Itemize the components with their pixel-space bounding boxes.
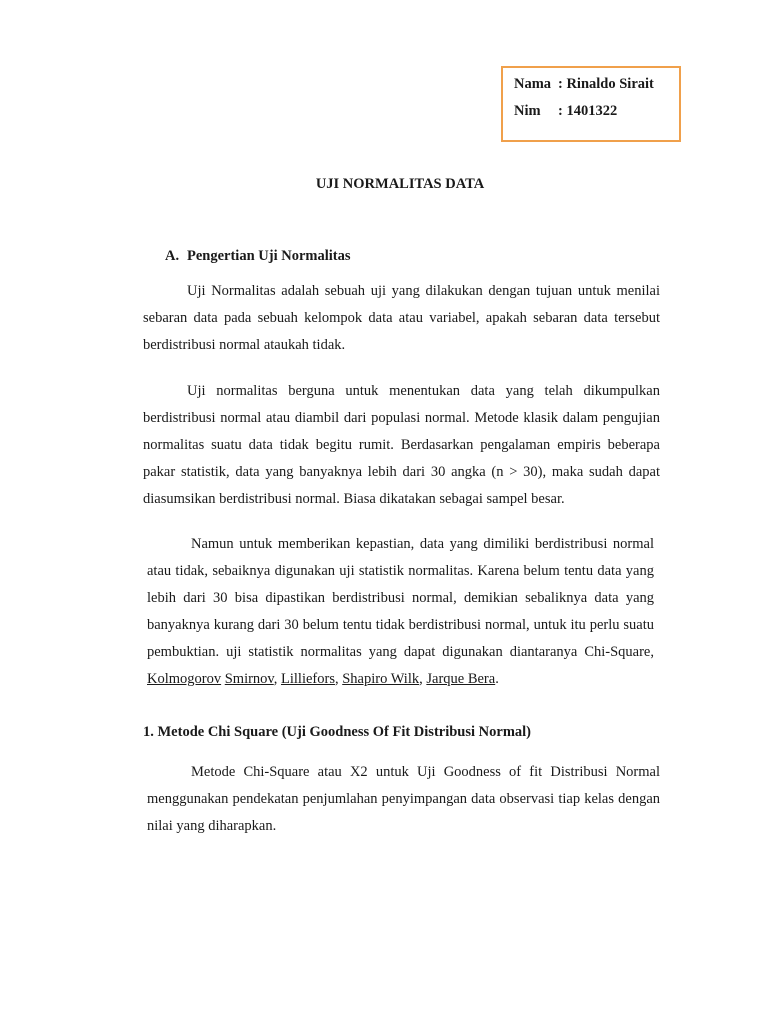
nim-label: Nim: [514, 103, 541, 119]
paragraph-chi-square: Metode Chi-Square atau X2 untuk Uji Goodness of fit Distribusi Normal menggunakan pendekatan penjumlahan penyimpangan data observasi tiap kelas dengan nilai yang diharapkan.: [147, 764, 660, 834]
paragraph-purpose: Uji normalitas berguna untuk menentukan data yang telah dikumpulkan berdistribusi normal atau diambil dari populasi normal. Metode klasik dalam pengujian normalitas suatu data tidak begitu rumit. Berdasarkan pengalaman empiris beberapa pakar statistik, data yang banyaknya lebih dari 30 angka (n > 30), maka sudah dapat diasumsikan berdistribusi normal. Biasa dikatakan sebagai sampel besar.: [143, 383, 660, 507]
link-jarque-bera[interactable]: Jarque Bera: [426, 671, 496, 687]
name-value: : Rinaldo Sirait: [558, 76, 654, 92]
name-row: [514, 76, 654, 93]
paragraph-methods: Namun untuk memberikan kepastian, data yang dimiliki berdistribusi normal atau tidak, sebaiknya digunakan uji statistik normalitas. Karena belum tentu data yang lebih dari 30 bisa dipastikan berdistribusi normal, demikian sebaliknya data yang banyaknya kurang dari 30 belum tentu tidak berdistribusi normal, untuk itu perlu suatu pembuktian. uji statistik normalitas yang dapat digunakan diantaranya Chi-Square, Kolmogorov Smirnov, Lilliefors, Shapiro Wilk, Jarque Bera.: [147, 536, 654, 687]
link-smirnov[interactable]: Smirnov: [224, 671, 274, 687]
link-shapiro-wilk[interactable]: Shapiro Wilk: [342, 671, 420, 687]
section-a-marker: A.: [165, 248, 180, 264]
section-1-heading: 1. Metode Chi Square (Uji Goodness Of Fit Distribusi Normal): [143, 724, 532, 740]
paragraph-definition: Uji Normalitas adalah sebuah uji yang dilakukan dengan tujuan untuk menilai sebaran data pada sebuah kelompok data atau variabel, apakah sebaran data tersebut berdistribusi normal ataukah tidak.: [143, 283, 660, 353]
section-a-heading-text: Pengertian Uji Normalitas: [187, 248, 351, 264]
nim-row: [514, 103, 617, 120]
student-identity-box: [501, 66, 681, 142]
link-lilliefors[interactable]: Lilliefors: [281, 671, 335, 687]
section-a-heading: [165, 248, 351, 265]
document-title: UJI NORMALITAS DATA: [315, 176, 485, 192]
name-label: Nama: [514, 76, 552, 92]
link-kolmogorov[interactable]: Kolmogorov: [147, 671, 222, 687]
nim-value: : 1401322: [558, 103, 618, 119]
